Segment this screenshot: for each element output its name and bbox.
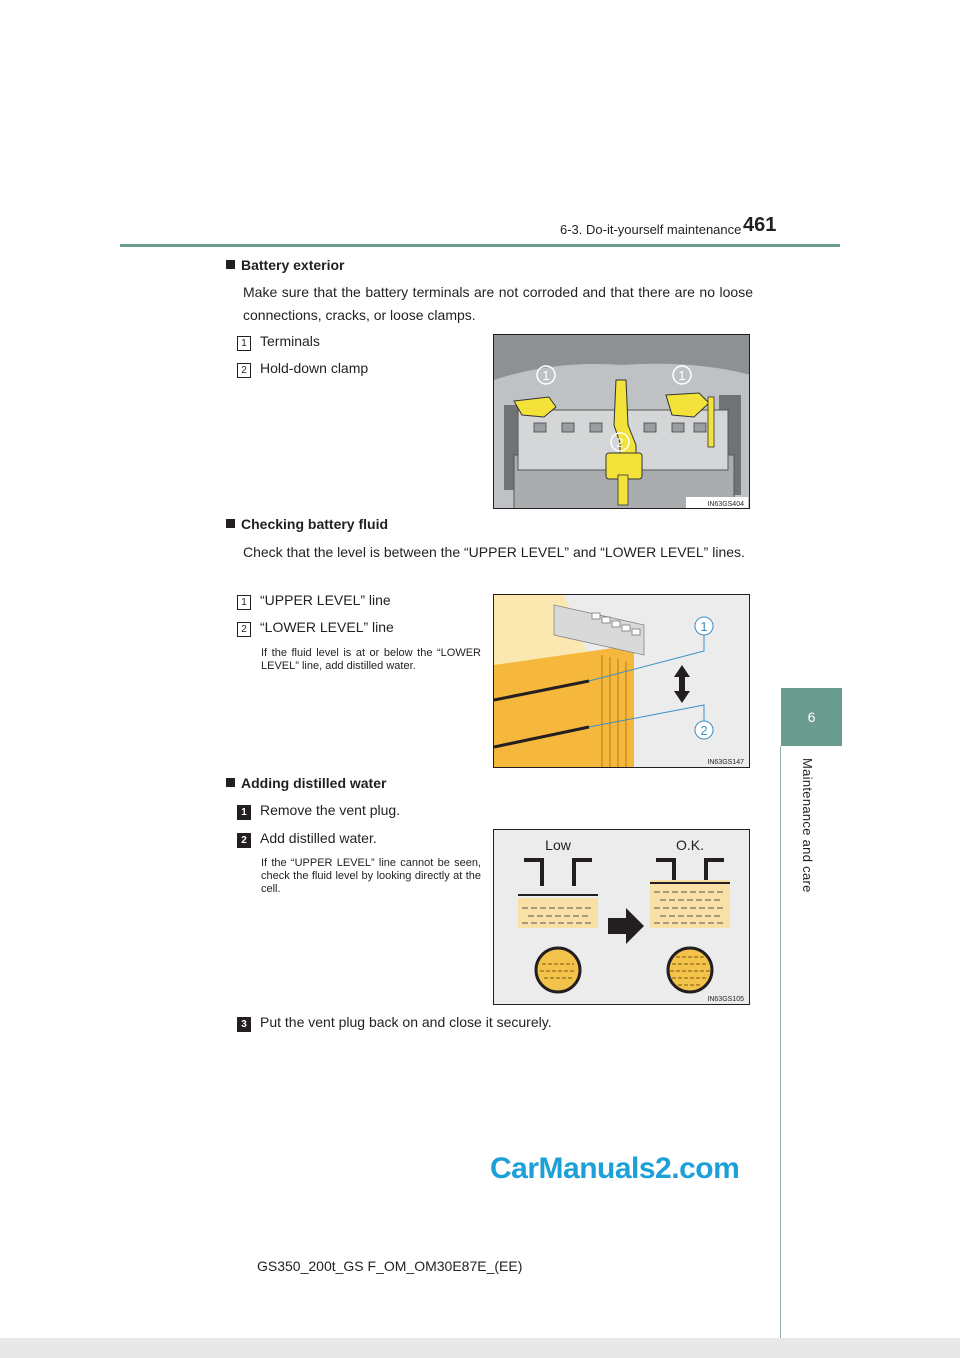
- chapter-label: Maintenance and care: [800, 758, 815, 893]
- step-3: 3 Put the vent plug back on and close it securely.: [237, 1014, 552, 1032]
- step-number: 1: [237, 805, 251, 820]
- figure-battery-terminals: [493, 334, 750, 509]
- heading-adding-water: Adding distilled water: [226, 775, 386, 791]
- square-bullet-icon: [226, 519, 235, 528]
- figure-callout-2: 2: [616, 435, 624, 450]
- header-divider: [120, 244, 840, 247]
- figure-callout-1: 1: [700, 619, 708, 634]
- ok-label: O.K.: [675, 837, 705, 853]
- figure-callout-2: 2: [700, 723, 708, 738]
- figure-callout-1b: 1: [678, 368, 686, 383]
- figure-low-ok: [493, 829, 750, 1005]
- fluid-note: If the fluid level is at or below the “LOWER LEVEL” line, add distilled water.: [261, 647, 481, 672]
- watermark-link[interactable]: CarManuals2.com: [490, 1152, 740, 1185]
- step-1: 1 Remove the vent plug.: [237, 802, 400, 820]
- page-number: 461: [743, 214, 777, 236]
- step-number: 2: [237, 833, 251, 848]
- step-number: 3: [237, 1017, 251, 1032]
- battery-exterior-text: Make sure that the battery terminals are not corroded and that there are no loose connections, cracks, or loose clamps.: [243, 284, 753, 323]
- item-lower-level: 2 “LOWER LEVEL” line: [237, 619, 394, 637]
- callout-number: 2: [237, 363, 251, 378]
- square-bullet-icon: [226, 778, 235, 787]
- chapter-tab: 6: [781, 688, 842, 746]
- figure-callout-1a: 1: [542, 368, 550, 383]
- step-2: 2 Add distilled water.: [237, 830, 377, 848]
- callout-number: 1: [237, 336, 251, 351]
- checking-fluid-text: Check that the level is between the “UPPER LEVEL” and “LOWER LEVEL” lines.: [243, 544, 745, 560]
- low-label: Low: [545, 837, 571, 853]
- figure-code: IN63GS105: [707, 996, 744, 1003]
- bottom-band: [0, 1338, 960, 1358]
- square-bullet-icon: [226, 260, 235, 269]
- callout-number: 1: [237, 595, 251, 610]
- side-divider: [780, 746, 781, 1358]
- figure-code: IN63GS147: [707, 759, 744, 766]
- section-title: 6-3. Do-it-yourself maintenance: [560, 222, 742, 237]
- callout-number: 2: [237, 622, 251, 637]
- water-note: If the “UPPER LEVEL” line cannot be seen, check the fluid level by looking directly at the cell.: [261, 857, 481, 895]
- heading-checking-fluid: Checking battery fluid: [226, 516, 388, 532]
- item-hold-down-clamp: 2 Hold-down clamp: [237, 360, 368, 378]
- heading-battery-exterior: Battery exterior: [226, 257, 345, 273]
- item-terminals: 1 Terminals: [237, 333, 320, 351]
- figure-code: IN63GS404: [707, 501, 744, 508]
- figure-fluid-level: [493, 594, 750, 768]
- item-upper-level: 1 “UPPER LEVEL” line: [237, 592, 391, 610]
- footer-doc-code: GS350_200t_GS F_OM_OM30E87E_(EE): [257, 1258, 523, 1274]
